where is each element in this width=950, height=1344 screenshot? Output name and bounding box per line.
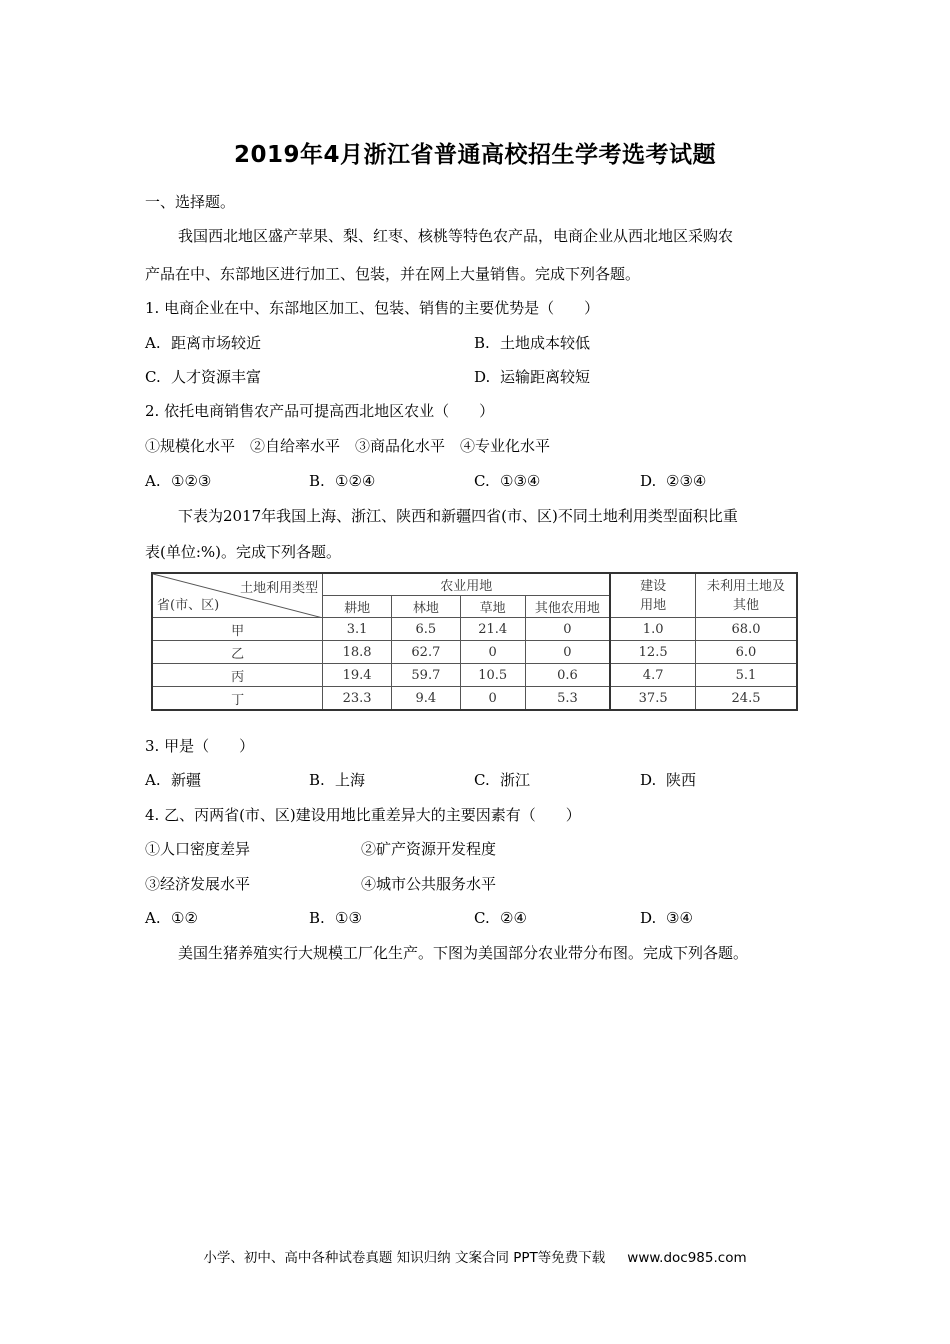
table-corner-cell <box>152 573 323 618</box>
q3-stem: 3. 甲是（ ） <box>145 737 255 755</box>
option-letter: D. <box>474 368 491 386</box>
table-cell: 0 <box>525 618 610 641</box>
option-text: 陕西 <box>666 771 697 789</box>
option-letter: C. <box>474 472 490 490</box>
q3-option-c <box>474 770 530 790</box>
q3-option-a <box>145 770 201 790</box>
section-heading: 一、选择题。 <box>145 193 236 211</box>
option-text: ②③④ <box>666 472 707 490</box>
land-use-table <box>151 572 798 711</box>
table-cell: 62.7 <box>391 641 460 664</box>
table-cell: 37.5 <box>610 687 695 711</box>
table-cell: 24.5 <box>696 687 797 711</box>
option-letter: B. <box>309 909 325 927</box>
table-cell: 12.5 <box>610 641 695 664</box>
table-cell: 5.1 <box>696 664 797 687</box>
option-letter: A. <box>145 334 161 352</box>
subheader-cell: 其他农用地 <box>525 596 610 618</box>
q1-option-a <box>145 333 261 353</box>
option-text: 运输距离较短 <box>500 368 591 386</box>
q2-items: ①规模化水平 ②自给率水平 ③商品化水平 ④专业化水平 <box>145 437 551 455</box>
option-letter: B. <box>309 472 325 490</box>
q4-item-3: ③经济发展水平 <box>145 875 251 893</box>
row-name: 丁 <box>152 687 323 711</box>
table-cell: 0.6 <box>525 664 610 687</box>
q4-option-b <box>309 908 362 928</box>
q2-option-b <box>309 471 375 491</box>
option-text: ②④ <box>500 909 527 927</box>
option-text: ①②③ <box>171 472 212 490</box>
intro1-line1: 我国西北地区盛产苹果、梨、红枣、核桃等特色农产品，电商企业从西北地区采购农 <box>178 227 734 245</box>
row-name: 丙 <box>152 664 323 687</box>
q4-stem: 4. 乙、丙两省(市、区)建设用地比重差异大的主要因素有（ ） <box>145 806 581 824</box>
q4-option-c <box>474 908 527 928</box>
option-letter: D. <box>640 472 657 490</box>
q1-stem: 1. 电商企业在中、东部地区加工、包装、销售的主要优势是（ ） <box>145 299 600 317</box>
table-row <box>152 687 797 711</box>
corner-top-label: 土地利用类型 <box>240 581 319 596</box>
table-cell: 4.7 <box>610 664 695 687</box>
option-text: 距离市场较近 <box>171 334 262 352</box>
q1-option-b <box>474 333 590 353</box>
option-letter: A. <box>145 472 161 490</box>
option-text: 上海 <box>335 771 366 789</box>
table-cell: 6.0 <box>696 641 797 664</box>
table-cell: 0 <box>525 641 610 664</box>
q2-stem: 2. 依托电商销售农产品可提高西北地区农业（ ） <box>145 402 495 420</box>
page-footer <box>0 1246 950 1266</box>
q2-option-a <box>145 471 211 491</box>
document-title: 2019年4月浙江省普通高校招生学考选考试题 <box>233 142 717 168</box>
option-letter: D. <box>640 909 657 927</box>
option-text: ①③ <box>335 909 362 927</box>
option-letter: B. <box>309 771 325 789</box>
table-cell: 5.3 <box>525 687 610 711</box>
q1-option-d <box>474 367 590 387</box>
q3-option-d <box>640 770 696 790</box>
table-cell: 21.4 <box>460 618 525 641</box>
header-build-land: 建设用地 <box>610 573 695 618</box>
q4-option-a <box>145 908 198 928</box>
corner-bottom-label: 省(市、区) <box>157 598 220 613</box>
option-letter: C. <box>145 368 161 386</box>
q4-item-2: ②矿产资源开发程度 <box>361 840 497 858</box>
q2-option-c <box>474 471 540 491</box>
intro3: 美国生猪养殖实行大规模工厂化生产。下图为美国部分农业带分布图。完成下列各题。 <box>178 944 749 962</box>
intro2-line2: 表(单位:%)。完成下列各题。 <box>145 543 342 561</box>
subheader-cell: 耕地 <box>323 596 392 618</box>
option-text: ③④ <box>666 909 693 927</box>
option-text: ①③④ <box>500 472 541 490</box>
header-agri-land: 农业用地 <box>323 573 611 596</box>
table-cell: 9.4 <box>391 687 460 711</box>
row-name: 乙 <box>152 641 323 664</box>
q4-option-d <box>640 908 693 928</box>
intro2-line1: 下表为2017年我国上海、浙江、陕西和新疆四省(市、区)不同土地利用类型面积比重 <box>178 507 738 525</box>
table-cell: 6.5 <box>391 618 460 641</box>
row-name: 甲 <box>152 618 323 641</box>
table-cell: 0 <box>460 641 525 664</box>
intro1-line2: 产品在中、东部地区进行加工、包装，并在网上大量销售。完成下列各题。 <box>145 265 641 283</box>
q3-option-b <box>309 770 365 790</box>
header-unused-land: 未利用土地及其他 <box>696 573 797 618</box>
table-row <box>152 618 797 641</box>
table-cell: 0 <box>460 687 525 711</box>
option-letter: C. <box>474 771 490 789</box>
table-cell: 19.4 <box>323 664 392 687</box>
q2-option-d <box>640 471 706 491</box>
option-letter: D. <box>640 771 657 789</box>
q4-item-1: ①人口密度差异 <box>145 840 251 858</box>
table-cell: 59.7 <box>391 664 460 687</box>
option-text: 新疆 <box>171 771 202 789</box>
option-letter: C. <box>474 909 490 927</box>
footer-text: 小学、初中、高中各种试卷真题 知识归纳 文案合同 PPT等免费下载 <box>203 1250 606 1266</box>
q1-option-c <box>145 367 261 387</box>
table-cell: 23.3 <box>323 687 392 711</box>
option-text: 浙江 <box>500 771 531 789</box>
table-cell: 68.0 <box>696 618 797 641</box>
option-text: ①② <box>171 909 198 927</box>
table-cell: 18.8 <box>323 641 392 664</box>
subheader-cell: 林地 <box>391 596 460 618</box>
table-cell: 10.5 <box>460 664 525 687</box>
subheader-cell: 草地 <box>460 596 525 618</box>
table-cell: 3.1 <box>323 618 392 641</box>
table-row <box>152 641 797 664</box>
q4-item-4: ④城市公共服务水平 <box>361 875 497 893</box>
option-letter: A. <box>145 771 161 789</box>
option-letter: B. <box>474 334 490 352</box>
option-text: 人才资源丰富 <box>171 368 262 386</box>
option-letter: A. <box>145 909 161 927</box>
footer-url[interactable]: www.doc985.com <box>627 1250 747 1266</box>
option-text: ①②④ <box>335 472 376 490</box>
table-row <box>152 664 797 687</box>
option-text: 土地成本较低 <box>500 334 591 352</box>
table-cell: 1.0 <box>610 618 695 641</box>
